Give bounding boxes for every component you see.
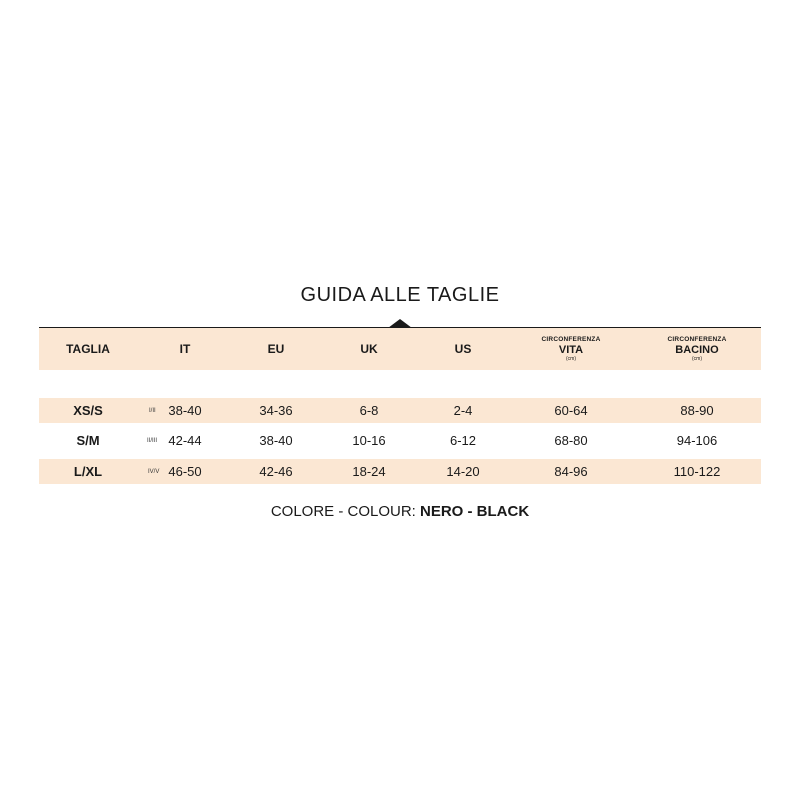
row-eu: 42-46	[259, 464, 293, 479]
row-uk: 10-16	[352, 433, 386, 448]
row-bacino: 88-90	[680, 403, 714, 418]
row-vita: 84-96	[554, 464, 588, 479]
header-bacino-main: BACINO	[675, 343, 719, 356]
colour-line	[0, 503, 800, 520]
row-it: 42-44	[168, 433, 202, 448]
header-it: IT	[179, 342, 191, 356]
colour-value: NERO - BLACK	[420, 503, 530, 520]
header-band	[39, 328, 761, 370]
row-roman: II/III	[147, 438, 158, 444]
row-band-1	[39, 398, 761, 423]
header-vita-top: CIRCONFERENZA	[541, 336, 601, 343]
header-bacino	[668, 337, 727, 362]
row-uk: 6-8	[359, 403, 379, 418]
row-us: 2-4	[453, 403, 473, 418]
header-vita-unit: (cm)	[566, 355, 576, 362]
header-vita	[542, 337, 601, 362]
row-eu: 38-40	[259, 433, 293, 448]
header-uk: UK	[360, 342, 378, 356]
row-size: L/XL	[73, 464, 103, 479]
header-vita-main: VITA	[558, 343, 584, 356]
row-uk: 18-24	[352, 464, 386, 479]
row-bacino: 110-122	[673, 464, 721, 479]
row-vita: 60-64	[554, 403, 588, 418]
row-size: XS/S	[73, 403, 103, 418]
header-bacino-top: CIRCONFERENZA	[667, 336, 727, 343]
row-it: 46-50	[168, 464, 202, 479]
row-eu: 34-36	[259, 403, 293, 418]
row-roman: IV/V	[148, 469, 160, 475]
header-us: US	[454, 342, 472, 356]
row-vita: 68-80	[554, 433, 588, 448]
colour-label: COLORE - COLOUR:	[270, 503, 420, 520]
page-title: GUIDA ALLE TAGLIE	[300, 284, 500, 306]
row-us: 14-20	[446, 464, 480, 479]
row-it: 38-40	[168, 403, 202, 418]
row-us: 6-12	[449, 433, 477, 448]
header-bacino-unit: (cm)	[692, 355, 702, 362]
row-size: S/M	[76, 433, 100, 448]
row-bacino: 94-106	[676, 433, 718, 448]
rule-notch	[388, 319, 412, 328]
row-roman: I/II	[149, 408, 156, 414]
header-eu: EU	[267, 342, 285, 356]
header-taglia: TAGLIA	[66, 342, 110, 356]
